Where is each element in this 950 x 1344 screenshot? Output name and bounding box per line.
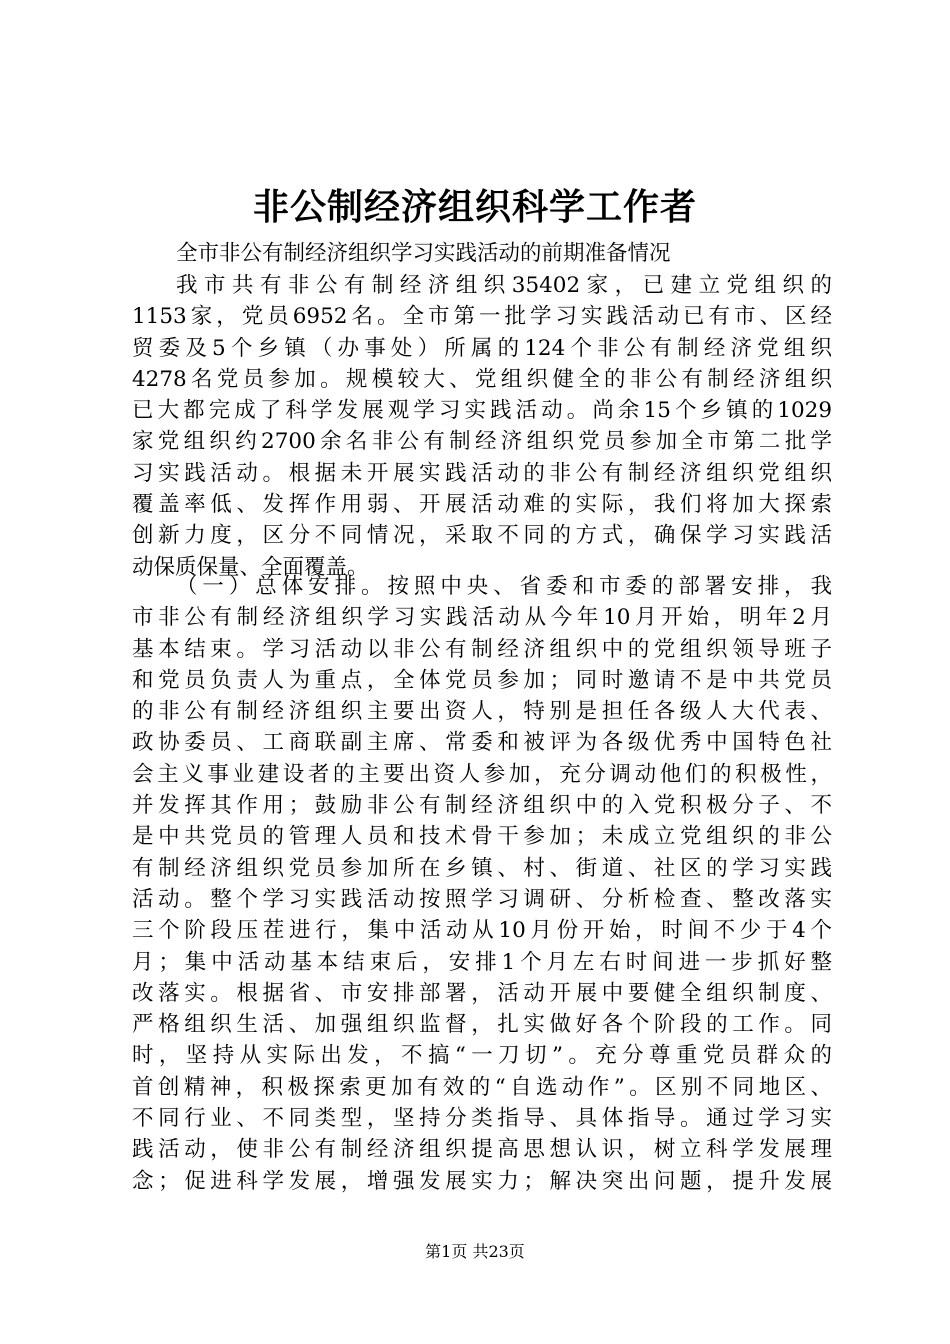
paragraph-line: 念；促进科学发展，增强发展实力；解决突出问题，提升发展: [132, 1168, 832, 1194]
paragraph-line: 活动。整个学习实践活动按照学习调研、分析检查、整改落实: [132, 886, 832, 912]
paragraph-line: 覆盖率低、发挥作用弱、开展活动难的实际，我们将加大探索: [132, 492, 832, 518]
paragraph-line: 创新力度，区分不同情况，采取不同的方式，确保学习实践活: [132, 523, 832, 549]
paragraph-line: （一）总体安排。按照中央、省委和市委的部署安排，我: [176, 574, 832, 599]
paragraph-line: 家党组织约2700余名非公有制经济组织党员参加全市第二批学: [132, 429, 832, 455]
paragraph-line: 月；集中活动基本结束后，安排1个月左右时间进一步抓好整: [132, 949, 832, 975]
paragraph-line: 基本结束。学习活动以非公有制经济组织中的党组织领导班子: [132, 636, 832, 662]
paragraph-line: 首创精神，积极探索更加有效的“自选动作”。区别不同地区、: [132, 1074, 832, 1100]
paragraph-line: 市非公有制经济组织学习实践活动从今年10月开始，明年2月: [132, 605, 832, 631]
page-number-footer: 第1页 共23页: [425, 1242, 525, 1261]
paragraph-line: 时，坚持从实际出发，不搞“一刀切”。充分尊重党员群众的: [132, 1043, 832, 1069]
paragraph-line: 动保质保量、全面覆盖。: [132, 554, 369, 580]
paragraph-line: 严格组织生活、加强组织监督，扎实做好各个阶段的工作。同: [132, 1012, 832, 1038]
paragraph-line: 政协委员、工商联副主席、常委和被评为各级优秀中国特色社: [132, 730, 832, 756]
paragraph-line: 我市共有非公有制经济组织35402家，已建立党组织的: [176, 273, 832, 298]
paragraph-line: 并发挥其作用；鼓励非公有制经济组织中的入党积极分子、不: [132, 793, 832, 819]
document-title: 非公制经济组织科学工作者: [252, 186, 697, 228]
body-paragraph: [132, 270, 832, 583]
paragraph-line: 已大都完成了科学发展观学习实践活动。尚余15个乡镇的1029: [132, 398, 832, 424]
body-paragraph: [132, 571, 832, 1197]
paragraph-line: 不同行业、不同类型，坚持分类指导、具体指导。通过学习实: [132, 1106, 832, 1132]
paragraph-line: 4278名党员参加。规模较大、党组织健全的非公有制经济组织: [132, 366, 832, 392]
paragraph-line: 会主义事业建设者的主要出资人参加，充分调动他们的积极性，: [132, 761, 832, 787]
paragraph-line: 是中共党员的管理人员和技术骨干参加；未成立党组织的非公: [132, 824, 832, 850]
document-subtitle: 全市非公有制经济组织学习实践活动的前期准备情况: [176, 241, 671, 266]
paragraph-line: 践活动，使非公有制经济组织提高思想认识，树立科学发展理: [132, 1137, 832, 1163]
paragraph-line: 的非公有制经济组织主要出资人，特别是担任各级人大代表、: [132, 699, 832, 725]
paragraph-line: 有制经济组织党员参加所在乡镇、村、街道、社区的学习实践: [132, 855, 832, 881]
paragraph-line: 和党员负责人为重点，全体党员参加；同时邀请不是中共党员: [132, 667, 832, 693]
paragraph-line: 1153家，党员6952名。全市第一批学习实践活动已有市、区经: [132, 304, 832, 330]
paragraph-line: 改落实。根据省、市安排部署，活动开展中要健全组织制度、: [132, 980, 832, 1006]
paragraph-line: 习实践活动。根据未开展实践活动的非公有制经济组织党组织: [132, 460, 832, 486]
paragraph-line: 三个阶段压茬进行，集中活动从10月份开始，时间不少于4个: [132, 918, 832, 944]
paragraph-line: 贸委及5个乡镇（办事处）所属的124个非公有制经济党组织: [132, 335, 832, 361]
